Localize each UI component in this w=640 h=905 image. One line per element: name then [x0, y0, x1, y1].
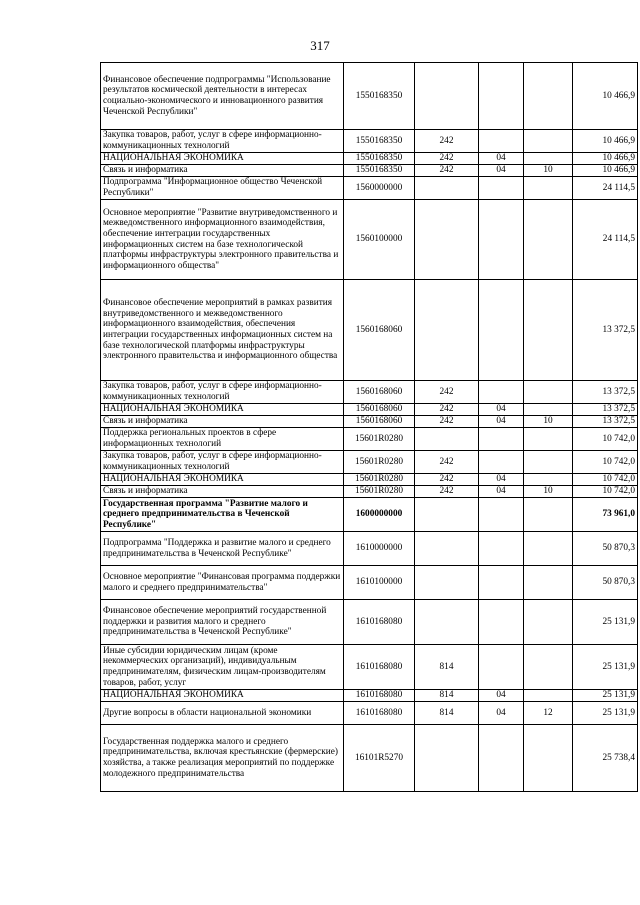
- table-row: [101, 130, 638, 153]
- row-subsection: [524, 451, 573, 474]
- row-code: 1550168350: [344, 153, 415, 165]
- row-name: Закупка товаров, работ, услуг в сфере информационно-коммуникационных технологий: [101, 451, 344, 474]
- row-sum: 13 372,5: [573, 416, 638, 428]
- row-sum: 25 131,9: [573, 702, 638, 725]
- budget-table: [100, 62, 638, 792]
- row-subsection: [524, 280, 573, 381]
- row-name: НАЦИОНАЛЬНАЯ ЭКОНОМИКА: [101, 404, 344, 416]
- row-sum: 50 870,3: [573, 532, 638, 566]
- row-expense-type: [415, 498, 479, 532]
- row-section: [479, 63, 524, 130]
- row-name: Связь и информатика: [101, 165, 344, 177]
- row-code: 15601R0280: [344, 428, 415, 451]
- row-code: 1600000000: [344, 498, 415, 532]
- row-section: [479, 725, 524, 792]
- table-row: [101, 153, 638, 165]
- row-sum: 13 372,5: [573, 381, 638, 404]
- row-sum: 50 870,3: [573, 566, 638, 600]
- row-code: 1610000000: [344, 532, 415, 566]
- row-subsection: [524, 130, 573, 153]
- row-code: 1610168080: [344, 645, 415, 690]
- table-row: [101, 200, 638, 280]
- row-name: Подпрограмма "Поддержка и развитие малого и среднего предпринимательства в Чеченской Республике": [101, 532, 344, 566]
- row-sum: 73 961,0: [573, 498, 638, 532]
- table-row: [101, 280, 638, 381]
- budget-table-body: [101, 63, 638, 792]
- row-sum: 10 466,9: [573, 130, 638, 153]
- row-name: Основное мероприятие "Развитие внутриведомственного и межведомственного информационного взаимодействия, обеспечение интеграции государственных информационных систем на базе технологической платформы инфраструктуры электронного правительства и информационного общества": [101, 200, 344, 280]
- row-section: 04: [479, 416, 524, 428]
- row-subsection: [524, 474, 573, 486]
- row-expense-type: 242: [415, 486, 479, 498]
- row-sum: 10 742,0: [573, 474, 638, 486]
- row-sum: 25 738,4: [573, 725, 638, 792]
- row-expense-type: 242: [415, 381, 479, 404]
- row-expense-type: [415, 532, 479, 566]
- table-row: [101, 451, 638, 474]
- row-subsection: [524, 153, 573, 165]
- row-section: 04: [479, 690, 524, 702]
- row-section: 04: [479, 165, 524, 177]
- row-subsection: [524, 404, 573, 416]
- row-code: 1550168350: [344, 165, 415, 177]
- row-subsection: [524, 63, 573, 130]
- row-name: НАЦИОНАЛЬНАЯ ЭКОНОМИКА: [101, 690, 344, 702]
- row-section: 04: [479, 153, 524, 165]
- row-subsection: [524, 177, 573, 200]
- row-sum: 24 114,5: [573, 200, 638, 280]
- table-row: [101, 690, 638, 702]
- row-section: [479, 200, 524, 280]
- table-row: [101, 416, 638, 428]
- table-row: [101, 702, 638, 725]
- row-section: [479, 451, 524, 474]
- row-sum: 13 372,5: [573, 404, 638, 416]
- table-row: [101, 381, 638, 404]
- row-expense-type: [415, 177, 479, 200]
- table-row: [101, 532, 638, 566]
- row-expense-type: [415, 725, 479, 792]
- row-section: [479, 566, 524, 600]
- row-code: 1560100000: [344, 200, 415, 280]
- row-name: НАЦИОНАЛЬНАЯ ЭКОНОМИКА: [101, 153, 344, 165]
- row-expense-type: [415, 600, 479, 645]
- row-sum: 10 466,9: [573, 165, 638, 177]
- row-subsection: [524, 645, 573, 690]
- row-sum: 10 742,0: [573, 428, 638, 451]
- row-expense-type: 242: [415, 404, 479, 416]
- table-row: [101, 428, 638, 451]
- row-subsection: [524, 532, 573, 566]
- row-sum: 25 131,9: [573, 645, 638, 690]
- table-row: [101, 600, 638, 645]
- table-row: [101, 404, 638, 416]
- row-expense-type: [415, 566, 479, 600]
- row-section: 04: [479, 404, 524, 416]
- row-name: Связь и информатика: [101, 416, 344, 428]
- row-subsection: [524, 428, 573, 451]
- row-code: 1610100000: [344, 566, 415, 600]
- row-section: [479, 280, 524, 381]
- row-section: [479, 645, 524, 690]
- row-expense-type: [415, 428, 479, 451]
- table-row: [101, 165, 638, 177]
- table-row: [101, 498, 638, 532]
- row-name: Финансовое обеспечение мероприятий государственной поддержки и развития малого и среднего предпринимательства в Чеченской Республике": [101, 600, 344, 645]
- row-sum: 10 466,9: [573, 153, 638, 165]
- row-name: Финансовое обеспечение подпрограммы "Использование результатов космической деятельности в интересах социально-экономического и инновационного развития Чеченской Республики": [101, 63, 344, 130]
- table-row: [101, 725, 638, 792]
- row-code: 1560168060: [344, 416, 415, 428]
- row-code: 16101R5270: [344, 725, 415, 792]
- row-expense-type: 242: [415, 130, 479, 153]
- row-name: Государственная поддержка малого и среднего предпринимательства, включая крестьянские (фермерские) хозяйства, а также реализация мероприятий по поддержке молодежного предпринимательства: [101, 725, 344, 792]
- table-row: [101, 177, 638, 200]
- row-subsection: [524, 600, 573, 645]
- row-expense-type: [415, 280, 479, 381]
- row-subsection: 10: [524, 165, 573, 177]
- row-name: Поддержка региональных проектов в сфере информационных технологий: [101, 428, 344, 451]
- row-sum: 25 131,9: [573, 600, 638, 645]
- row-subsection: [524, 725, 573, 792]
- table-row: [101, 474, 638, 486]
- row-code: 1560168060: [344, 381, 415, 404]
- row-sum: 25 131,9: [573, 690, 638, 702]
- row-code: 1550168350: [344, 63, 415, 130]
- row-expense-type: 242: [415, 474, 479, 486]
- row-expense-type: [415, 200, 479, 280]
- row-code: 1560168060: [344, 280, 415, 381]
- row-code: 1550168350: [344, 130, 415, 153]
- row-section: [479, 532, 524, 566]
- page-number: 317: [310, 38, 330, 53]
- row-name: Связь и информатика: [101, 486, 344, 498]
- row-section: [479, 498, 524, 532]
- row-section: [479, 130, 524, 153]
- row-subsection: 10: [524, 416, 573, 428]
- row-subsection: [524, 381, 573, 404]
- row-code: 1560000000: [344, 177, 415, 200]
- row-sum: 10 466,9: [573, 63, 638, 130]
- row-section: [479, 381, 524, 404]
- row-expense-type: 242: [415, 165, 479, 177]
- row-code: 15601R0280: [344, 474, 415, 486]
- row-name: Закупка товаров, работ, услуг в сфере информационно-коммуникационных технологий: [101, 381, 344, 404]
- row-section: 04: [479, 474, 524, 486]
- table-row: [101, 486, 638, 498]
- row-expense-type: 242: [415, 451, 479, 474]
- row-subsection: [524, 566, 573, 600]
- row-section: 04: [479, 486, 524, 498]
- row-code: 1560168060: [344, 404, 415, 416]
- row-name: Государственная программа "Развитие малого и среднего предпринимательства в Чеченской Республике": [101, 498, 344, 532]
- row-expense-type: 814: [415, 690, 479, 702]
- row-name: Основное мероприятие "Финансовая программа поддержки малого и среднего предпринимательства": [101, 566, 344, 600]
- row-sum: 10 742,0: [573, 451, 638, 474]
- row-code: 1610168080: [344, 690, 415, 702]
- row-section: [479, 177, 524, 200]
- row-section: 04: [479, 702, 524, 725]
- row-subsection: 10: [524, 486, 573, 498]
- row-name: Иные субсидии юридическим лицам (кроме некоммерческих организаций), индивидуальным предпринимателям, физическим лицам-производителям товаров, работ, услуг: [101, 645, 344, 690]
- row-subsection: 12: [524, 702, 573, 725]
- row-name: Финансовое обеспечение мероприятий в рамках развития внутриведомственного и межведомственного информационного взаимодействия, обеспечения интеграции государственных информационных систем на базе технологической платформы инфраструктуры электронного правительства и информационного общества: [101, 280, 344, 381]
- row-subsection: [524, 200, 573, 280]
- row-expense-type: 242: [415, 416, 479, 428]
- table-row: [101, 645, 638, 690]
- row-section: [479, 428, 524, 451]
- row-code: 15601R0280: [344, 486, 415, 498]
- row-code: 15601R0280: [344, 451, 415, 474]
- row-section: [479, 600, 524, 645]
- row-name: Подпрограмма "Информационное общество Чеченской Республики": [101, 177, 344, 200]
- row-name: Закупка товаров, работ, услуг в сфере информационно-коммуникационных технологий: [101, 130, 344, 153]
- row-expense-type: 814: [415, 702, 479, 725]
- row-expense-type: [415, 63, 479, 130]
- row-code: 1610168080: [344, 600, 415, 645]
- row-name: НАЦИОНАЛЬНАЯ ЭКОНОМИКА: [101, 474, 344, 486]
- row-expense-type: 814: [415, 645, 479, 690]
- table-row: [101, 566, 638, 600]
- row-sum: 10 742,0: [573, 486, 638, 498]
- row-subsection: [524, 498, 573, 532]
- row-sum: 13 372,5: [573, 280, 638, 381]
- row-expense-type: 242: [415, 153, 479, 165]
- row-name: Другие вопросы в области национальной экономики: [101, 702, 344, 725]
- table-row: [101, 63, 638, 130]
- row-sum: 24 114,5: [573, 177, 638, 200]
- row-subsection: [524, 690, 573, 702]
- row-code: 1610168080: [344, 702, 415, 725]
